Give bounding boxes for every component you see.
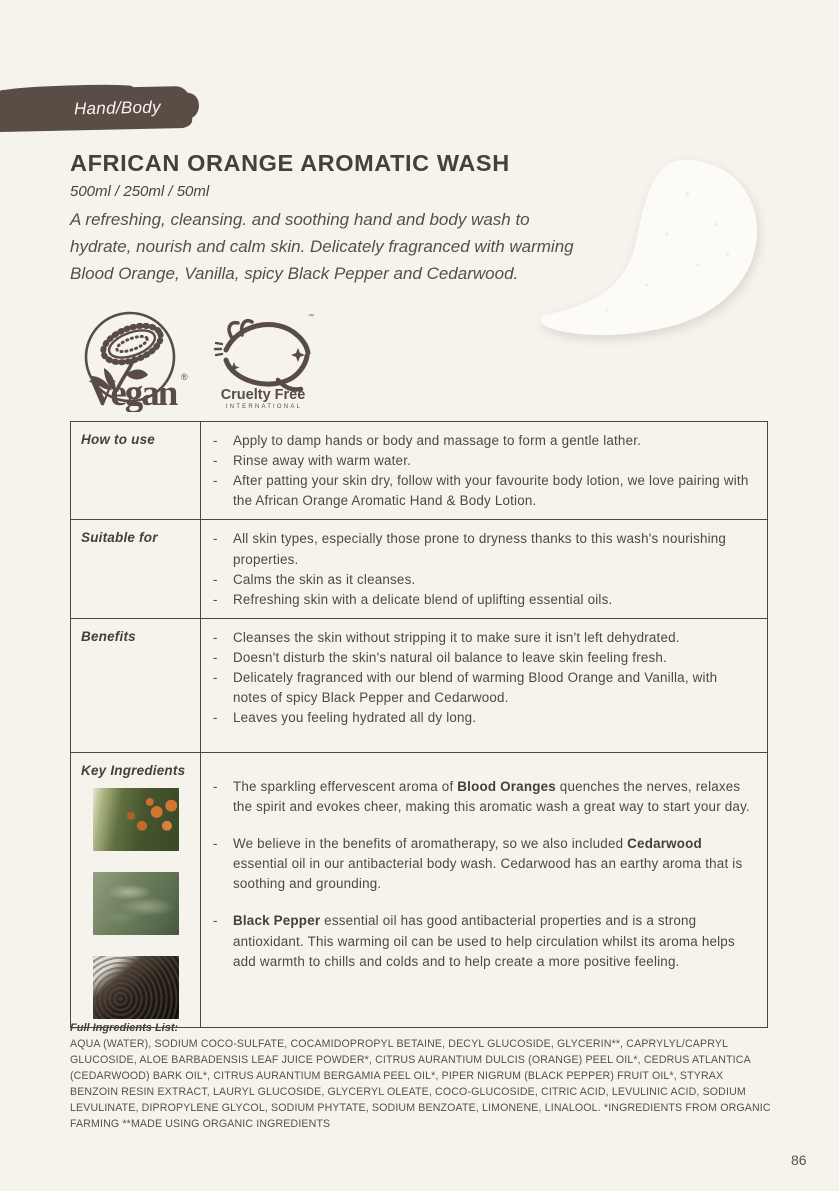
ingredients-text: AQUA (WATER), SODIUM COCO-SULFATE, COCAMIDOPROPYL BETAINE, DECYL GLUCOSIDE, GLYCERIN**, CAPRYLYL/CAPRYL GLUCOSIDE, ALOE BARBADENSIS LEAF JUICE POWDER*, CITRUS AURANTIUM DULCIS (ORANGE) PEEL OIL*, CEDRUS ATLANTICA (CEDARWOOD) BARK OIL*, CITRUS AURANTIUM BERGAMIA PEEL OIL*, PIPER NIGRUM (BLACK PEPPER) FRUIT OIL*, STYRAX BENZOIN RESIN EXTRACT, LAURYL GLUCOSIDE, GLYCERYL OLEATE, COCO-GLUCOSIDE, CITRIC ACID, LEVULINIC ACID, SODIUM LEVULINATE, DIPROPYLENE GLYCOL, SODIUM PHYTATE, SODIUM BENZOATE, LIMONENE, LINALOOL. *INGREDIENTS FROM ORGANIC FARMING **MADE USING ORGANIC INGREDIENTS	[70, 1038, 771, 1131]
list-item	[213, 777, 751, 817]
list-item	[213, 648, 751, 668]
table-row-suitable-for	[71, 519, 767, 617]
row-header-key-ingredients	[71, 753, 201, 1027]
bullet-text: After patting your skin dry, follow with your favourite body lotion, we love pairing with the African Orange Aromatic Hand & Body Lotion.	[233, 473, 749, 509]
list-item	[213, 590, 751, 610]
cruelty-free-logo	[210, 310, 316, 410]
bullet-text: Leaves you feeling hydrated all dy long.	[233, 710, 477, 726]
bullet-marker: -	[213, 591, 218, 607]
list-item	[213, 834, 751, 894]
full-ingredients-section	[70, 1022, 772, 1133]
bullet-text: The sparkling effervescent aroma of Blood Oranges quenches the nerves, relaxes the spirit and evokes cheer, making this aromatic wash a great way to start your day.	[233, 778, 750, 814]
bullet-marker: -	[213, 710, 218, 726]
bullet-marker: -	[213, 571, 218, 587]
bullet-marker: -	[213, 433, 218, 448]
list-item	[213, 628, 751, 648]
table-row-benefits	[71, 618, 767, 752]
bullet-text: Black Pepper essential oil has good antibacterial properties and is a strong antioxidant. This warming oil can be used to help circulation whilst its aroma helps add warmth to chills and colds and to help create a more positive feeling.	[233, 913, 735, 969]
bullet-marker: -	[213, 778, 218, 794]
list-item	[213, 668, 751, 708]
cedarwood-foliage-photo	[93, 872, 179, 935]
bullet-marker: -	[213, 670, 218, 686]
bullet-text: Cleanses the skin without stripping it to make sure it isn't left dehydrated.	[233, 629, 680, 645]
bullet-marker: -	[213, 473, 218, 489]
bullet-text: Delicately fragranced with our blend of warming Blood Orange and Vanilla, with notes of spicy Black Pepper and Cedarwood.	[233, 670, 718, 706]
table-row-how-to-use	[71, 422, 767, 519]
bullet-marker: -	[213, 531, 218, 547]
table-row-key-ingredients	[71, 752, 767, 1027]
category-tag-label: Hand/Body	[73, 97, 161, 119]
bullet-text: Rinse away with warm water.	[233, 453, 412, 469]
row-header: Suitable for	[71, 520, 201, 617]
list-item	[213, 529, 751, 569]
bullet-text: Apply to damp hands or body and massage to form a gentle lather.	[233, 433, 642, 448]
bullet-text: All skin types, especially those prone to dryness thanks to this wash's nourishing properties.	[233, 531, 727, 567]
product-title: AFRICAN ORANGE AROMATIC WASH	[70, 150, 510, 176]
trademark-mark: ™	[308, 314, 314, 320]
vegan-label: Vegan	[89, 373, 177, 412]
row-header: Benefits	[71, 619, 201, 752]
leaping-bunny-icon	[215, 321, 308, 390]
registered-mark: ®	[181, 372, 188, 382]
product-description: A refreshing, cleansing. and soothing hand and body wash to hydrate, nourish and calm skin. Delicately fragranced with warming Blood Orange, Vanilla, spicy Black Pepper and Cedarwood.	[70, 210, 574, 284]
certification-badges	[78, 310, 316, 412]
row-header: How to use	[71, 422, 201, 519]
vegan-logo	[78, 310, 192, 412]
list-item	[213, 431, 751, 451]
category-tag	[0, 86, 192, 132]
list-item	[213, 471, 751, 511]
page-number: 86	[791, 1152, 807, 1168]
blood-orange-tree-photo	[93, 788, 179, 851]
ingredients-label: Full Ingredients List:	[70, 1022, 179, 1034]
bullet-text: Refreshing skin with a delicate blend of uplifting essential oils.	[233, 591, 613, 607]
bullet-marker: -	[213, 629, 218, 645]
list-item	[213, 570, 751, 590]
list-item	[213, 911, 751, 971]
bullet-marker: -	[213, 453, 218, 469]
bullet-text: Doesn't disturb the skin's natural oil balance to leave skin feeling fresh.	[233, 649, 667, 665]
cruelty-free-label: Cruelty Free	[220, 387, 306, 403]
product-info-table	[70, 421, 768, 1028]
bullet-marker: -	[213, 913, 218, 929]
row-header: Key Ingredients	[81, 762, 186, 778]
bullet-marker: -	[213, 836, 218, 852]
product-sizes: 500ml / 250ml / 50ml	[70, 183, 210, 200]
list-item	[213, 708, 751, 728]
bullet-text: Calms the skin as it cleanses.	[233, 571, 416, 587]
black-peppercorns-photo	[93, 956, 179, 1019]
bullet-marker: -	[213, 649, 218, 665]
cruelty-free-sublabel: INTERNATIONAL	[225, 404, 303, 410]
list-item	[213, 451, 751, 471]
bullet-text: We believe in the benefits of aromatherapy, so we also included Cedarwood essential oil in our antibacterial body wash. Cedarwood has an earthy aroma that is soothing and grounding.	[233, 836, 743, 892]
